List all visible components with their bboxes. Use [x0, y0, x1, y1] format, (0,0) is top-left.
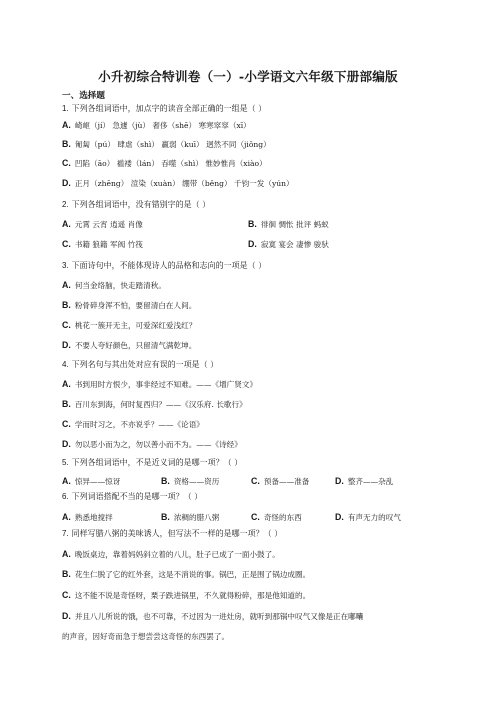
question-number: 3. — [62, 261, 69, 270]
option-label: A. — [62, 120, 71, 130]
option-label: A. — [62, 280, 71, 290]
question-number: 6. — [62, 492, 69, 501]
question-number: 2. — [62, 200, 69, 209]
option-label: C. — [62, 419, 71, 429]
option-2d — [248, 239, 329, 250]
option-4a — [62, 379, 257, 390]
option-text: 寂寞 宴会 凄惨 骏驮 — [260, 240, 329, 249]
option-label: C. — [62, 239, 71, 249]
question-7 — [62, 528, 282, 539]
option-2b — [248, 219, 329, 230]
option-label: D. — [335, 512, 344, 522]
option-1b — [62, 139, 271, 150]
question-1 — [62, 103, 266, 114]
option-label: D. — [62, 439, 71, 449]
option-text: 并且八儿所说的饿，也不可靠，不过因为一进灶房，就听到那锅中叹气又像是正在嘟囔 — [74, 612, 364, 621]
option-text: 花生仁脱了它的红外套，这是不消说的事。锅巴，正是围了锅边成圈。 — [74, 570, 311, 579]
question-5 — [62, 457, 242, 468]
option-label: B. — [62, 300, 71, 310]
option-7d — [62, 611, 363, 622]
option-label: B. — [248, 219, 257, 229]
option-5b — [161, 476, 219, 487]
option-text: 正月（zhēng） 渲染（xuàn） 绷带（běng） 千钧一发（yún） — [74, 179, 294, 188]
question-number: 7. — [62, 529, 69, 538]
option-text: 元霄 云宵 逍遥 肖像 — [74, 220, 143, 229]
question-number: 4. — [62, 360, 69, 369]
question-text: 下列各组词语中，加点字的读音全部正确的一组是（ ） — [71, 104, 267, 113]
option-3a — [62, 280, 166, 291]
option-text: 书到用时方恨少，事非经过不知难。——《增广贤文》 — [74, 380, 258, 389]
option-text: 资格——资历 — [173, 477, 220, 486]
option-label: C. — [62, 590, 71, 600]
question-text: 下列各组词语中，不是近义词的是哪一项？（ ） — [71, 458, 243, 467]
option-6c — [251, 512, 302, 523]
option-label: D. — [335, 476, 344, 486]
question-text: 下列各组词语中，没有错别字的是（ ） — [71, 200, 211, 209]
option-4b — [62, 399, 247, 410]
option-5a — [62, 476, 120, 487]
option-3d — [62, 340, 196, 351]
option-1c — [62, 158, 267, 169]
section-heading: 一、选择题 — [62, 91, 105, 101]
option-4d — [62, 439, 242, 450]
option-label: C. — [62, 158, 71, 168]
option-6d — [335, 512, 401, 523]
option-text: 粉骨碎身浑不怕，要留清白在人间。 — [74, 301, 197, 310]
option-3c — [62, 320, 196, 331]
option-label: C. — [62, 320, 71, 330]
question-6 — [62, 491, 202, 502]
option-text: 这不能不说是奇怪呀，栗子跌进锅里，不久就得粉碎，那是他知道的。 — [74, 591, 311, 600]
option-7d-continuation: 的声音，因好奇而急于想尝尝这奇怪的东西罢了。 — [62, 632, 230, 641]
question-4 — [62, 359, 218, 370]
option-label: B. — [62, 399, 71, 409]
option-text: 书籍 狼籍 军阀 竹筏 — [74, 240, 143, 249]
option-6a — [62, 512, 113, 523]
option-label: A. — [62, 549, 71, 559]
option-6b — [161, 512, 219, 523]
option-label: C. — [251, 512, 260, 522]
option-text: 不要人夸好颜色，只留清气满乾坤。 — [74, 341, 197, 350]
question-3 — [62, 260, 266, 271]
option-text: 奇怪的东西 — [263, 513, 302, 522]
option-text: 惊异——惊讶 — [74, 477, 121, 486]
option-text: 匍匐（pú） 肆虐（shì） 羸弱（kuī） 迥然不同（jiǒng） — [74, 140, 271, 149]
option-label: D. — [62, 178, 71, 188]
option-2a — [62, 219, 143, 230]
option-text: 何当金络脑，快走踏清秋。 — [74, 281, 166, 290]
option-text: 晚饭桌边，靠着妈妈斜立着的八儿，肚子已成了一面小鼓了。 — [74, 550, 280, 559]
option-text: 整齐——杂乱 — [347, 477, 394, 486]
option-4c — [62, 419, 204, 430]
option-label: A. — [62, 476, 71, 486]
option-text: 崎岖（jí） 急遽（jù） 奢侈（shē） 寒寒窣窣（xī） — [74, 121, 251, 130]
option-text: 徘徊 惆怅 批评 蚂蚁 — [260, 220, 329, 229]
question-text: 下列词语搭配不当的是哪一项？（ ） — [71, 492, 203, 501]
option-label: A. — [62, 379, 71, 389]
option-label: B. — [161, 512, 170, 522]
question-2 — [62, 199, 210, 210]
option-2c — [62, 239, 143, 250]
option-text: 熟悉地搅拌 — [74, 513, 113, 522]
option-text: 浓稠的腊八粥 — [173, 513, 220, 522]
option-label: C. — [251, 476, 260, 486]
page-title: 小升初综合特训卷（一）-小学语文六年级下册部编版 — [98, 69, 398, 84]
option-text: 学而时习之，不亦说乎？——《论语》 — [74, 420, 204, 429]
option-text: 桃花一簇开无主，可爱深红爱浅红？ — [74, 321, 197, 330]
option-text: 预备——准备 — [263, 477, 310, 486]
option-5c — [251, 476, 309, 487]
question-number: 5. — [62, 458, 69, 467]
option-label: B. — [62, 569, 71, 579]
option-5d — [335, 476, 393, 487]
option-label: D. — [248, 239, 257, 249]
question-text: 下列名句与其出处对应有误的一项是（ ） — [71, 360, 219, 369]
option-label: A. — [62, 512, 71, 522]
option-1a — [62, 120, 251, 131]
option-1d — [62, 178, 294, 189]
option-text: 勿以恶小而为之，勿以善小而不为。——《诗经》 — [74, 440, 242, 449]
option-7b — [62, 569, 310, 580]
option-7c — [62, 590, 310, 601]
option-label: D. — [62, 611, 71, 621]
question-text: 同样写腊八粥的美味诱人，但写法不一样的是哪一项？（ ） — [71, 529, 283, 538]
question-number: 1. — [62, 104, 69, 113]
option-label: A. — [62, 219, 71, 229]
option-3b — [62, 300, 196, 311]
option-text: 凹陷（āo） 褴褛（lán） 吞噬（shì） 惟妙惟肖（xiào） — [74, 159, 267, 168]
option-7a — [62, 549, 280, 560]
option-text: 有声无力的叹气 — [347, 513, 401, 522]
option-label: B. — [161, 476, 170, 486]
question-text: 下面诗句中，不能体现诗人的品格和志向的一项是（ ） — [71, 261, 267, 270]
option-label: D. — [62, 340, 71, 350]
option-label: B. — [62, 139, 71, 149]
option-text: 百川东到海，何时复西归？——《汉乐府. 长歌行》 — [74, 400, 247, 409]
